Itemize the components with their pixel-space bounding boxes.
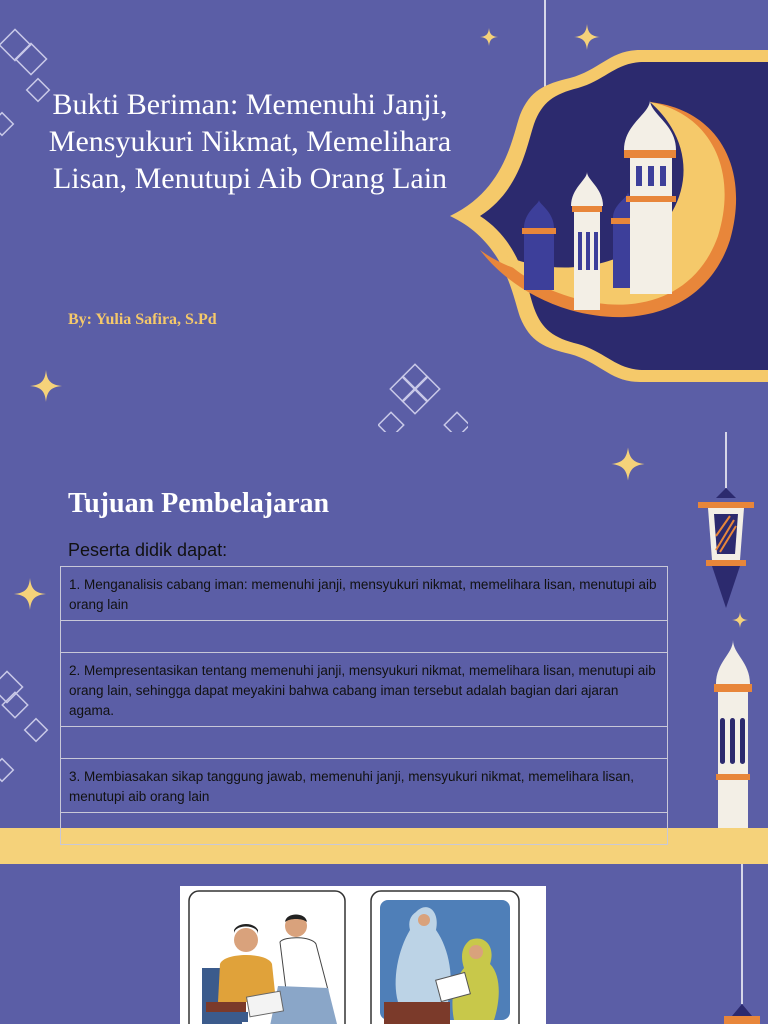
empty-row xyxy=(60,813,668,845)
illustration-slide xyxy=(0,864,768,1024)
crescent-mosque-icon xyxy=(450,40,768,390)
sparkle-star-icon xyxy=(14,578,46,610)
empty-row xyxy=(60,727,668,759)
objective-item: 3. Membiasakan sikap tanggung jawab, memenuhi janji, mensyukuri nikmat, memelihara lisan, menutupi aib orang lain xyxy=(60,759,668,813)
diamond-lattice-icon xyxy=(0,662,60,792)
objectives-table xyxy=(60,566,668,845)
author-byline: By: Yulia Safira, S.Pd xyxy=(68,311,217,328)
objectives-heading: Tujuan Pembelajaran xyxy=(68,488,330,519)
illustration-women-reading xyxy=(370,890,520,1024)
empty-row xyxy=(60,621,668,653)
illustration-panel xyxy=(180,886,546,1024)
illustration-men-discussing xyxy=(188,890,346,1024)
minaret-icon xyxy=(706,632,760,832)
sparkle-star-icon xyxy=(30,370,62,402)
cover-slide xyxy=(0,0,768,432)
lantern-icon xyxy=(722,864,762,1024)
objectives-intro: Peserta didik dapat: xyxy=(68,540,228,560)
objective-item: 1. Menganalisis cabang iman: memenuhi janji, mensyukuri nikmat, memelihara lisan, menutupi aib orang lain xyxy=(60,567,668,621)
cover-title: Bukti Beriman: Memenuhi Janji, Mensyukuri Nikmat, Memelihara Lisan, Menutupi Aib Orang Lain xyxy=(48,88,452,195)
objective-item: 2. Mempresentasikan tentang memenuhi janji, mensyukuri nikmat, memelihara lisan, menutupi aib orang lain, sehingga dapat meyakini bahwa cabang iman tersebut adalah bagian dari ajaran agama. xyxy=(60,653,668,727)
lantern-icon xyxy=(694,432,758,612)
sparkle-star-icon xyxy=(606,442,650,486)
sparkle-star-icon xyxy=(732,612,748,628)
objectives-slide xyxy=(0,432,768,864)
